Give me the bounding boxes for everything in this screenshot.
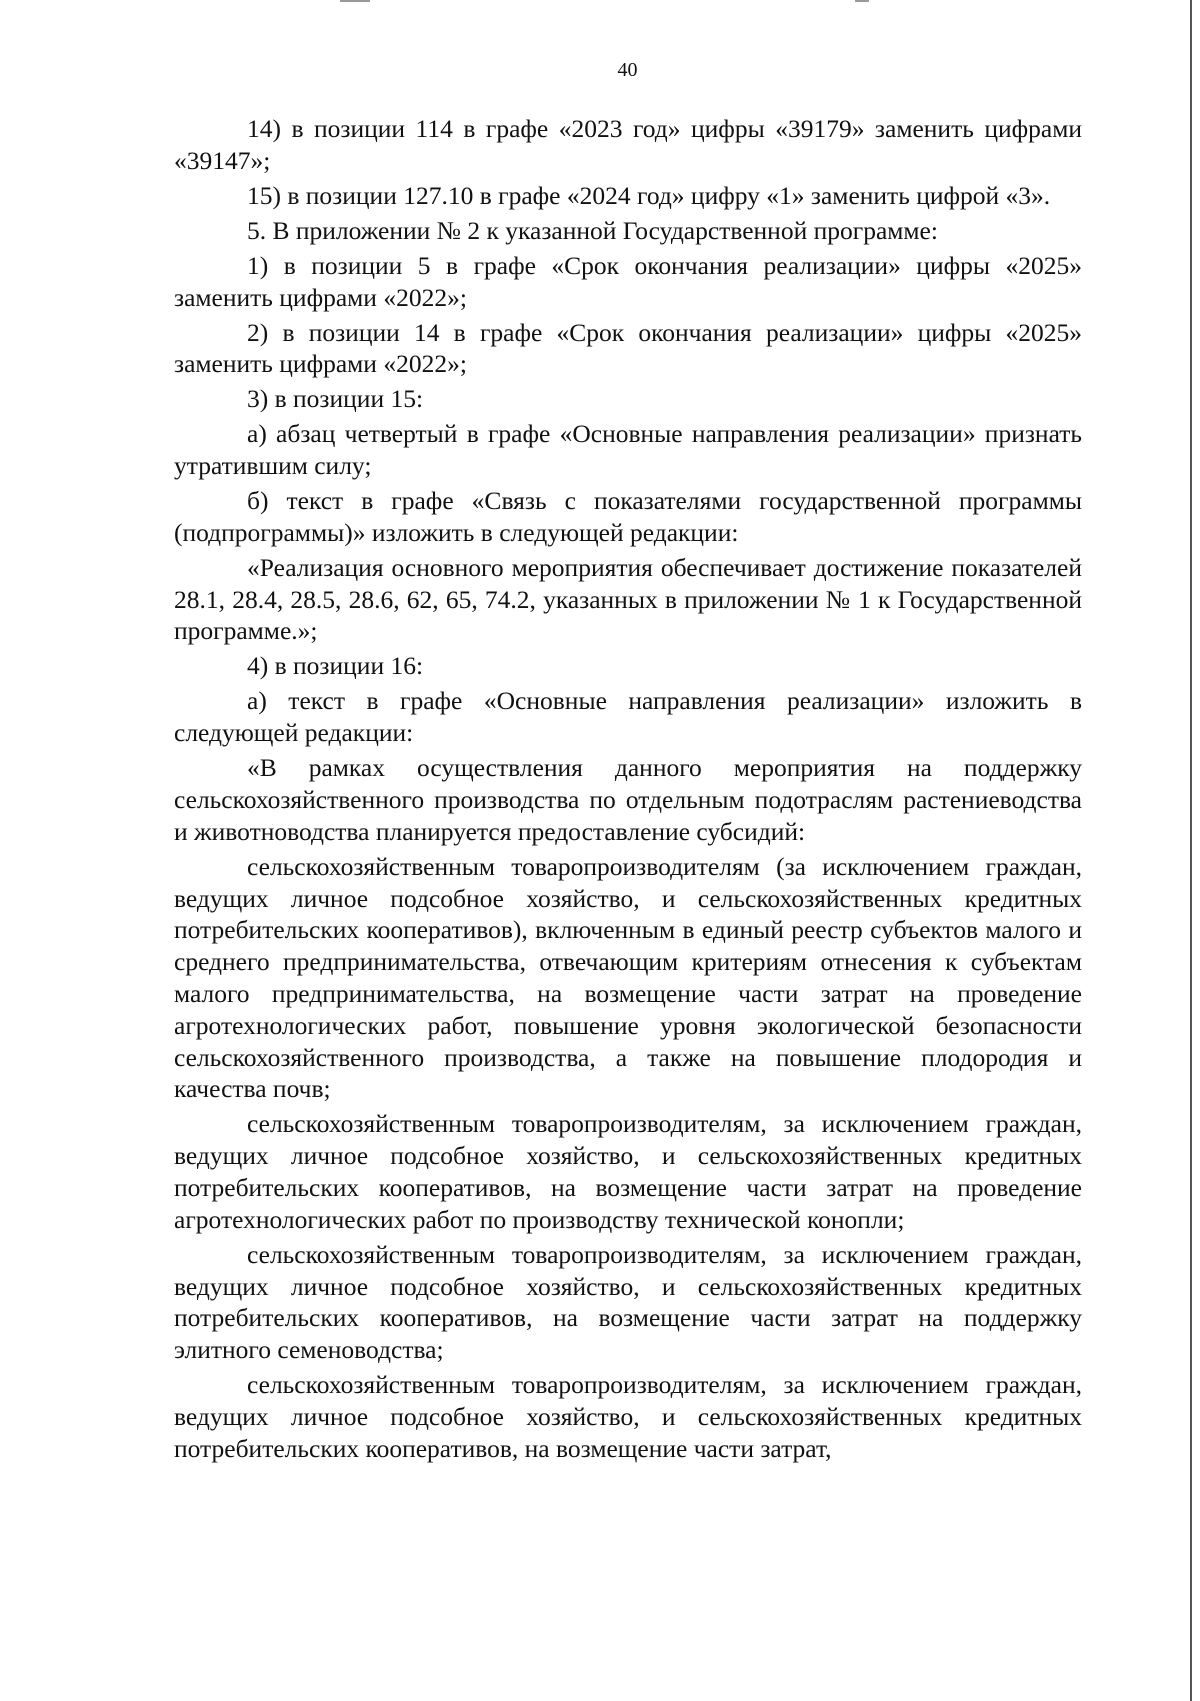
paragraph: 1) в позиции 5 в графе «Срок окончания реализации» цифры «2025» заменить цифрами «2022»; bbox=[174, 250, 1082, 312]
scan-edge-line bbox=[1190, 0, 1192, 1701]
paragraph: сельскохозяйственным товаропроизводителям, за исключением граждан, ведущих личное подсобное хозяйство, и сельскохозяйственных кредитных потребительских кооперативов, на возмещение части затрат на проведение агротехнологических работ по производству технической конопли; bbox=[174, 1109, 1082, 1234]
paragraph: 14) в позиции 114 в графе «2023 год» цифры «39179» заменить цифрами «39147»; bbox=[174, 114, 1082, 175]
page-number: 40 bbox=[617, 59, 638, 81]
paragraph: 2) в позиции 14 в графе «Срок окончания реализации» цифры «2025» заменить цифрами «2022»; bbox=[174, 317, 1082, 379]
paragraph: б) текст в графе «Связь с показателями государственной программы (подпрограммы)» изложить в следующей редакции: bbox=[174, 486, 1082, 547]
paragraph: а) абзац четвертый в графе «Основные направления реализации» признать утратившим силу; bbox=[174, 419, 1082, 481]
paragraph: 4) в позиции 16: bbox=[247, 651, 424, 681]
paragraph: 15) в позиции 127.10 в графе «2024 год» цифру «1» заменить цифрой «3». bbox=[247, 180, 1051, 210]
document-body bbox=[174, 113, 1082, 1468]
paragraph: сельскохозяйственным товаропроизводителям, за исключением граждан, ведущих личное подсобное хозяйство, и сельскохозяйственных кредитных потребительских кооперативов, на возмещение части затрат, bbox=[174, 1370, 1082, 1463]
paragraph: «В рамках осуществления данного мероприятия на поддержку сельскохозяйственного производства по отдельным подотраслям растениеводства и животноводства планируется предоставление субсидий: bbox=[174, 753, 1082, 846]
paragraph: а) текст в графе «Основные направления реализации» изложить в следующей редакции: bbox=[174, 686, 1082, 748]
paragraph: 5. В приложении № 2 к указанной Государственной программе: bbox=[247, 215, 938, 245]
scan-mark bbox=[340, 0, 370, 2]
paragraph: 3) в позиции 15: bbox=[247, 384, 424, 414]
paragraph: сельскохозяйственным товаропроизводителям (за исключением граждан, ведущих личное подсобное хозяйство, и сельскохозяйственных кредитных потребительских кооперативов), включенным в единый реестр субъектов малого и среднего предпринимательства, отвечающим критериям отнесения к субъектам малого предпринимательства, на возмещение части затрат на проведение агротехнологических работ, повышение уровня экологической безопасности сельскохозяйственного производства, а также на повышение плодородия и качества почв; bbox=[174, 851, 1082, 1104]
scan-mark bbox=[855, 0, 869, 2]
paragraph: сельскохозяйственным товаропроизводителям, за исключением граждан, ведущих личное подсобное хозяйство, и сельскохозяйственных кредитных потребительских кооперативов, на возмещение части затрат на поддержку элитного семеноводства; bbox=[174, 1239, 1082, 1365]
paragraph: «Реализация основного мероприятия обеспечивает достижение показателей 28.1, 28.4, 28.5, 28.6, 62, 65, 74.2, указанных в приложении № 1 к Государственной программе.»; bbox=[174, 552, 1082, 646]
